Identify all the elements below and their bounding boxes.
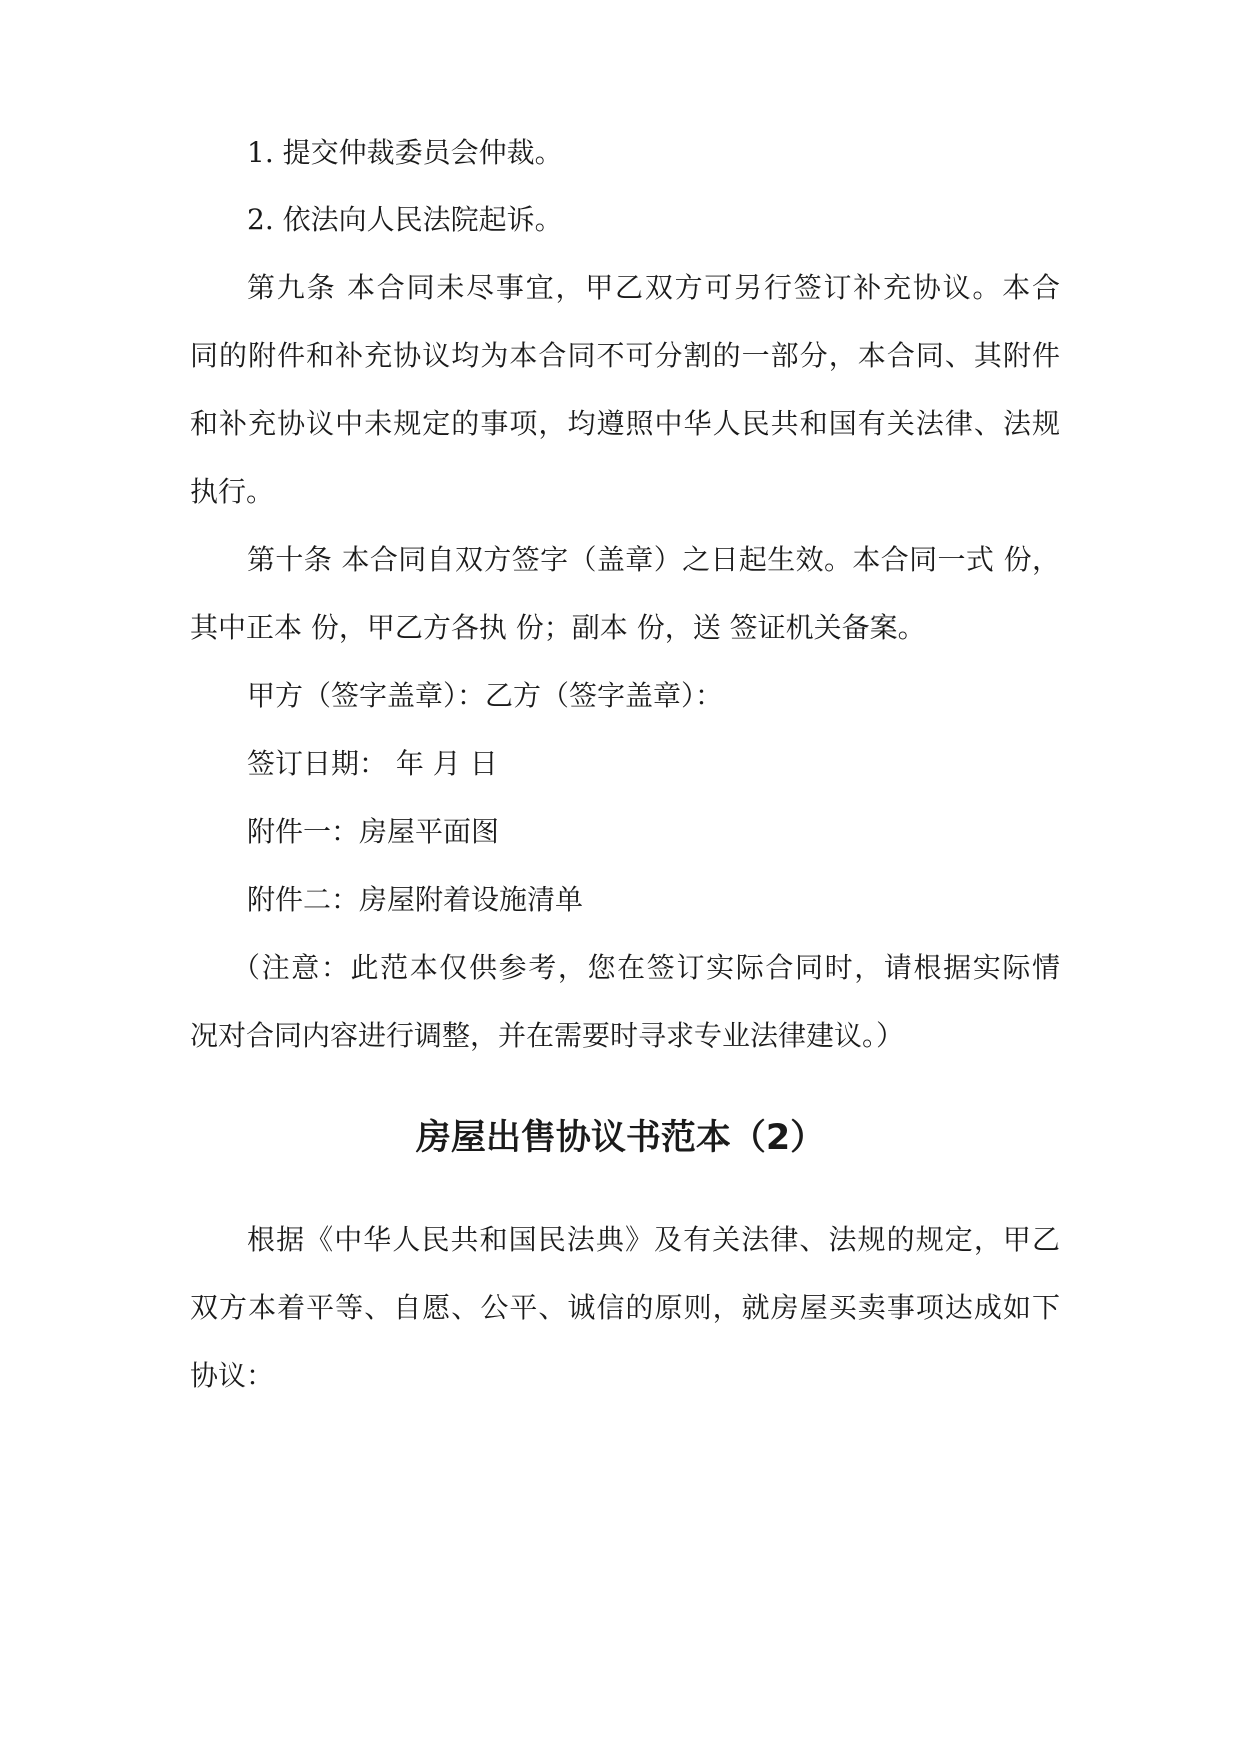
article-9-line-1: 第九条 本合同未尽事宜，甲乙双方可另行签订补充协议。本合 — [247, 271, 1060, 304]
note-line-1: （注意：此范本仅供参考，您在签订实际合同时，请根据实际情 — [232, 951, 1060, 984]
article-9-line-2: 同的附件和补充协议均为本合同不可分割的一部分，本合同、其附件 — [190, 339, 1060, 372]
note-line-2: 况对合同内容进行调整，并在需要时寻求专业法律建议。） — [190, 1019, 905, 1052]
section-title: 房屋出售协议书范本（2） — [415, 1118, 826, 1158]
article-9-line-3: 和补充协议中未规定的事项，均遵照中华人民共和国有关法律、法规 — [190, 407, 1060, 440]
article-9-line-4: 执行。 — [190, 475, 275, 508]
sign-date-line: 签订日期： 年 月 日 — [247, 747, 498, 780]
article-10-line-1: 第十条 本合同自双方签字（盖章）之日起生效。本合同一式 份， — [247, 543, 1060, 576]
attachment-1: 附件一：房屋平面图 — [247, 815, 500, 848]
article-10-line-2: 其中正本 份，甲乙方各执 份；副本 份，送 签证机关备案。 — [190, 611, 926, 644]
preamble-line-1: 根据《中华人民共和国民法典》及有关法律、法规的规定，甲乙 — [247, 1223, 1060, 1256]
preamble-line-3: 协议： — [190, 1359, 275, 1392]
list-item-arbitration: 1. 提交仲裁委员会仲裁。 — [247, 136, 563, 169]
list-item-lawsuit: 2. 依法向人民法院起诉。 — [247, 203, 563, 236]
preamble-line-2: 双方本着平等、自愿、公平、诚信的原则，就房屋买卖事项达成如下 — [190, 1291, 1060, 1324]
attachment-2: 附件二：房屋附着设施清单 — [247, 883, 584, 916]
signature-line: 甲方（签字盖章）：乙方（签字盖章）： — [247, 679, 724, 712]
